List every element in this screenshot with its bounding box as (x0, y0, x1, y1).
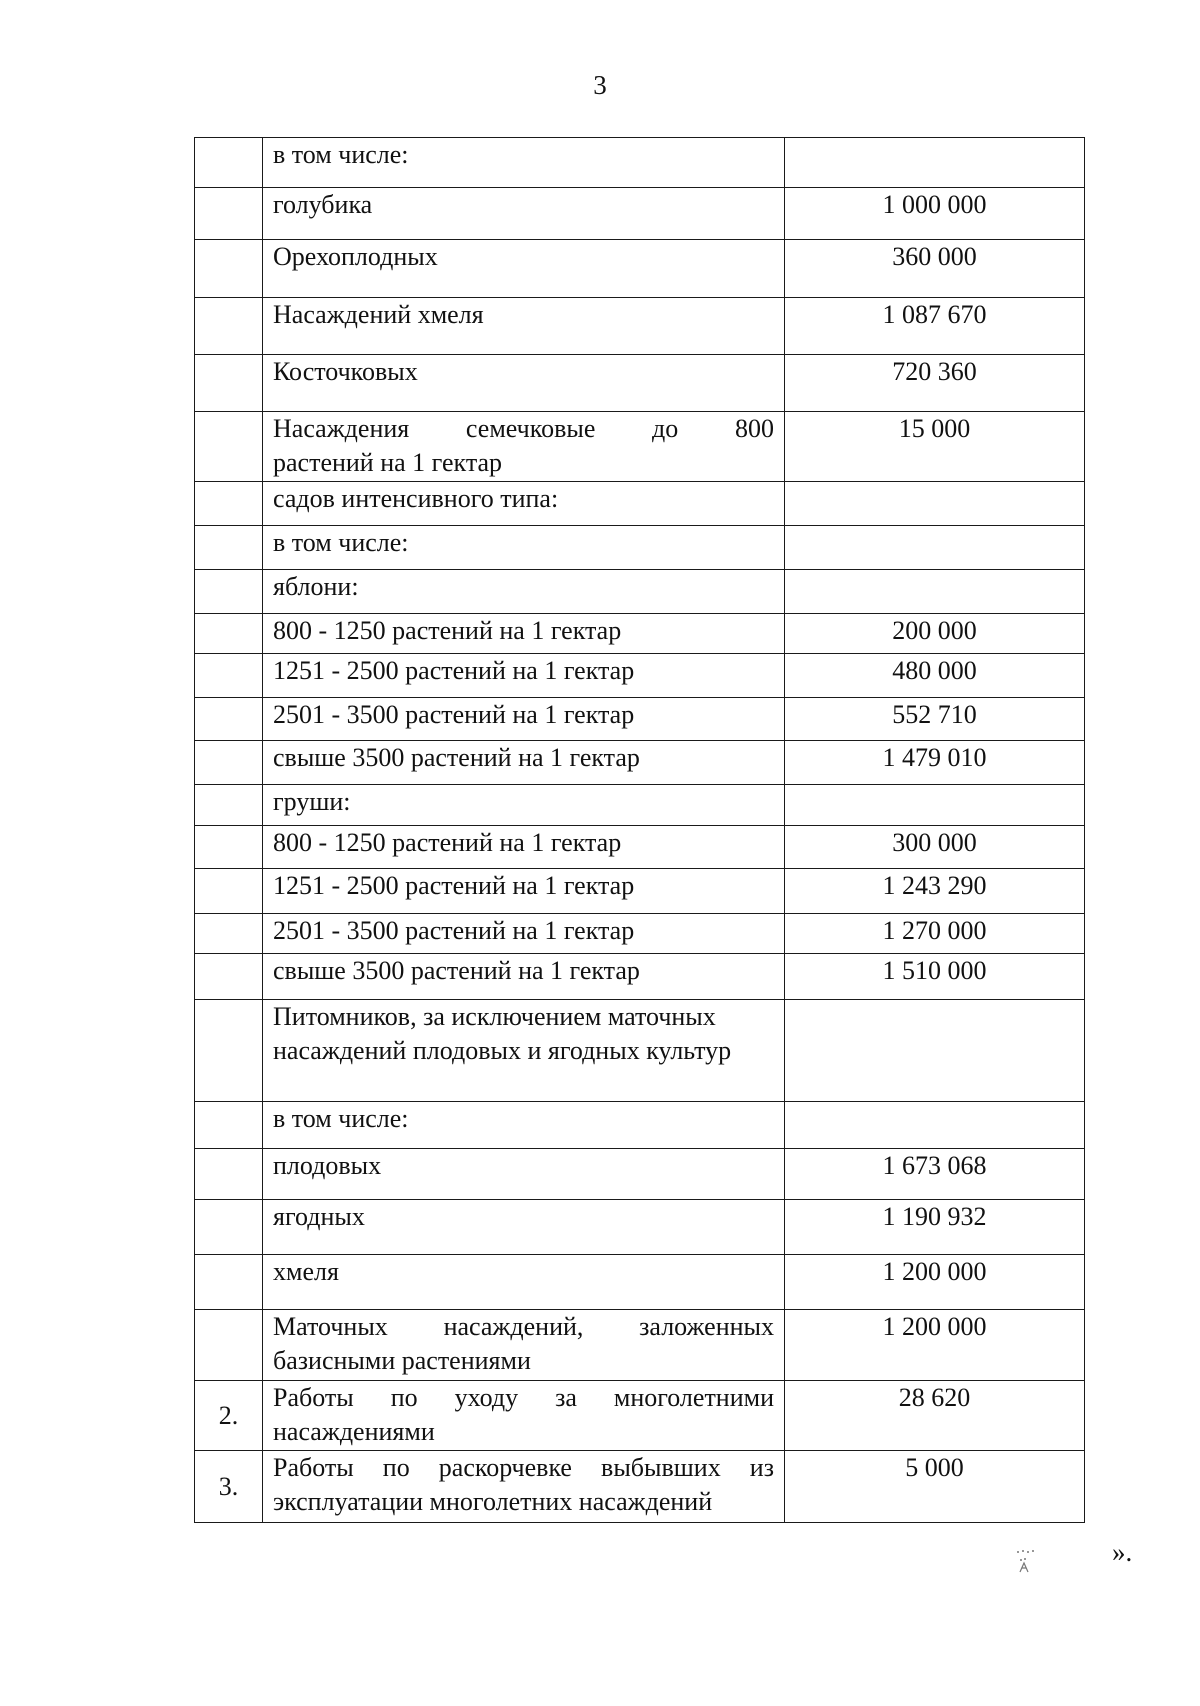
row-number-cell (195, 954, 263, 1000)
amount-cell (785, 138, 1085, 188)
item-name-cell (263, 1310, 785, 1381)
table-row (195, 1200, 1085, 1255)
item-name-cell: в том числе: (263, 526, 785, 570)
row-number-cell (195, 741, 263, 785)
table-row (195, 785, 1085, 826)
row-number-cell (195, 1000, 263, 1102)
item-name-cell: хмеля (263, 1255, 785, 1310)
table-row (195, 355, 1085, 412)
table-row (195, 698, 1085, 741)
amount-cell (785, 570, 1085, 614)
row-number-cell (195, 298, 263, 355)
scan-artifact-mark (1012, 1546, 1046, 1576)
item-name-cell (263, 1451, 785, 1523)
amount-cell: 552 710 (785, 698, 1085, 741)
table-row (195, 954, 1085, 1000)
item-name-cell: 2501 - 3500 растений на 1 гектар (263, 698, 785, 741)
item-name-cell: 1251 - 2500 растений на 1 гектар (263, 654, 785, 698)
amount-cell: 1 510 000 (785, 954, 1085, 1000)
amount-cell: 1 673 068 (785, 1149, 1085, 1200)
row-number-cell (195, 826, 263, 869)
amount-cell (785, 526, 1085, 570)
item-name-first-line: Работы по раскорчевке выбывших из (273, 1453, 774, 1482)
amount-cell: 480 000 (785, 654, 1085, 698)
row-number-cell (195, 914, 263, 954)
amount-cell (785, 1000, 1085, 1102)
item-name-cell: голубика (263, 188, 785, 240)
amount-cell: 15 000 (785, 412, 1085, 482)
row-number-cell (195, 570, 263, 614)
item-name-cell (263, 1381, 785, 1451)
table-row (195, 869, 1085, 914)
row-number-cell (195, 1102, 263, 1149)
row-number-cell (195, 482, 263, 526)
item-name-first-line: Насаждения семечковые до 800 (273, 414, 774, 443)
row-number-cell (195, 355, 263, 412)
page-number: 3 (593, 70, 607, 100)
row-number-cell (195, 869, 263, 914)
item-name-cell: в том числе: (263, 1102, 785, 1149)
budget-table (194, 137, 1085, 1523)
item-name-cell: ягодных (263, 1200, 785, 1255)
table-row (195, 654, 1085, 698)
table-row (195, 1000, 1085, 1102)
amount-cell: 1 000 000 (785, 188, 1085, 240)
amount-cell (785, 1102, 1085, 1149)
row-number-cell (195, 1149, 263, 1200)
table-row (195, 1255, 1085, 1310)
table-row (195, 298, 1085, 355)
amount-cell: 28 620 (785, 1381, 1085, 1451)
item-name-cell: Питомников, за исключением маточных насаждений плодовых и ягодных культур (263, 1000, 785, 1102)
table-row (195, 826, 1085, 869)
row-number-cell (195, 614, 263, 654)
closing-quote: ». (1112, 1537, 1133, 1567)
table-row (195, 570, 1085, 614)
table-row (195, 188, 1085, 240)
item-name-cell: в том числе: (263, 138, 785, 188)
item-name-cell: Насаждений хмеля (263, 298, 785, 355)
amount-cell (785, 785, 1085, 826)
amount-cell: 200 000 (785, 614, 1085, 654)
table-row (195, 741, 1085, 785)
row-number-cell (195, 240, 263, 298)
item-name-cell: Косточковых (263, 355, 785, 412)
row-number-cell (195, 1255, 263, 1310)
amount-cell: 1 243 290 (785, 869, 1085, 914)
row-number-cell (195, 188, 263, 240)
amount-cell: 5 000 (785, 1451, 1085, 1523)
amount-cell: 1 270 000 (785, 914, 1085, 954)
item-name-rest: эксплуатации многолетних насаждений (273, 1487, 713, 1516)
item-name-cell: груши: (263, 785, 785, 826)
table-row (195, 526, 1085, 570)
amount-cell: 1 087 670 (785, 298, 1085, 355)
row-number-cell (195, 526, 263, 570)
amount-cell: 1 479 010 (785, 741, 1085, 785)
item-name-cell: 2501 - 3500 растений на 1 гектар (263, 914, 785, 954)
table-row (195, 1451, 1085, 1523)
table-row (195, 614, 1085, 654)
row-number-cell (195, 654, 263, 698)
amount-cell: 1 190 932 (785, 1200, 1085, 1255)
table-row (195, 482, 1085, 526)
amount-cell: 360 000 (785, 240, 1085, 298)
table-row (195, 412, 1085, 482)
item-name-first-line: Работы по уходу за многолетними (273, 1383, 774, 1412)
table-row (195, 138, 1085, 188)
row-number-cell (195, 1200, 263, 1255)
item-name-cell: 1251 - 2500 растений на 1 гектар (263, 869, 785, 914)
amount-cell: 1 200 000 (785, 1255, 1085, 1310)
table-row (195, 1149, 1085, 1200)
item-name-cell: Орехоплодных (263, 240, 785, 298)
table-row (195, 1310, 1085, 1381)
table-row (195, 1102, 1085, 1149)
amount-cell: 720 360 (785, 355, 1085, 412)
item-name-cell: свыше 3500 растений на 1 гектар (263, 741, 785, 785)
row-number-cell (195, 698, 263, 741)
item-name-rest: базисными растениями (273, 1346, 531, 1375)
amount-cell: 1 200 000 (785, 1310, 1085, 1381)
item-name-cell (263, 412, 785, 482)
row-number-cell (195, 1310, 263, 1381)
amount-cell: 300 000 (785, 826, 1085, 869)
amount-cell (785, 482, 1085, 526)
table-row (195, 914, 1085, 954)
item-name-cell: 800 - 1250 растений на 1 гектар (263, 826, 785, 869)
item-name-cell: плодовых (263, 1149, 785, 1200)
item-name-rest: насаждениями (273, 1417, 435, 1446)
item-name-cell: яблони: (263, 570, 785, 614)
row-number-cell: 2. (195, 1381, 263, 1451)
row-number-cell (195, 785, 263, 826)
table-row (195, 240, 1085, 298)
row-number-cell (195, 138, 263, 188)
item-name-first-line: Маточных насаждений, заложенных (273, 1312, 774, 1341)
item-name-cell: свыше 3500 растений на 1 гектар (263, 954, 785, 1000)
item-name-rest: растений на 1 гектар (273, 448, 503, 477)
row-number-cell: 3. (195, 1451, 263, 1523)
table-row (195, 1381, 1085, 1451)
item-name-cell: садов интенсивного типа: (263, 482, 785, 526)
table-body (195, 138, 1085, 1523)
row-number-cell (195, 412, 263, 482)
item-name-cell: 800 - 1250 растений на 1 гектар (263, 614, 785, 654)
